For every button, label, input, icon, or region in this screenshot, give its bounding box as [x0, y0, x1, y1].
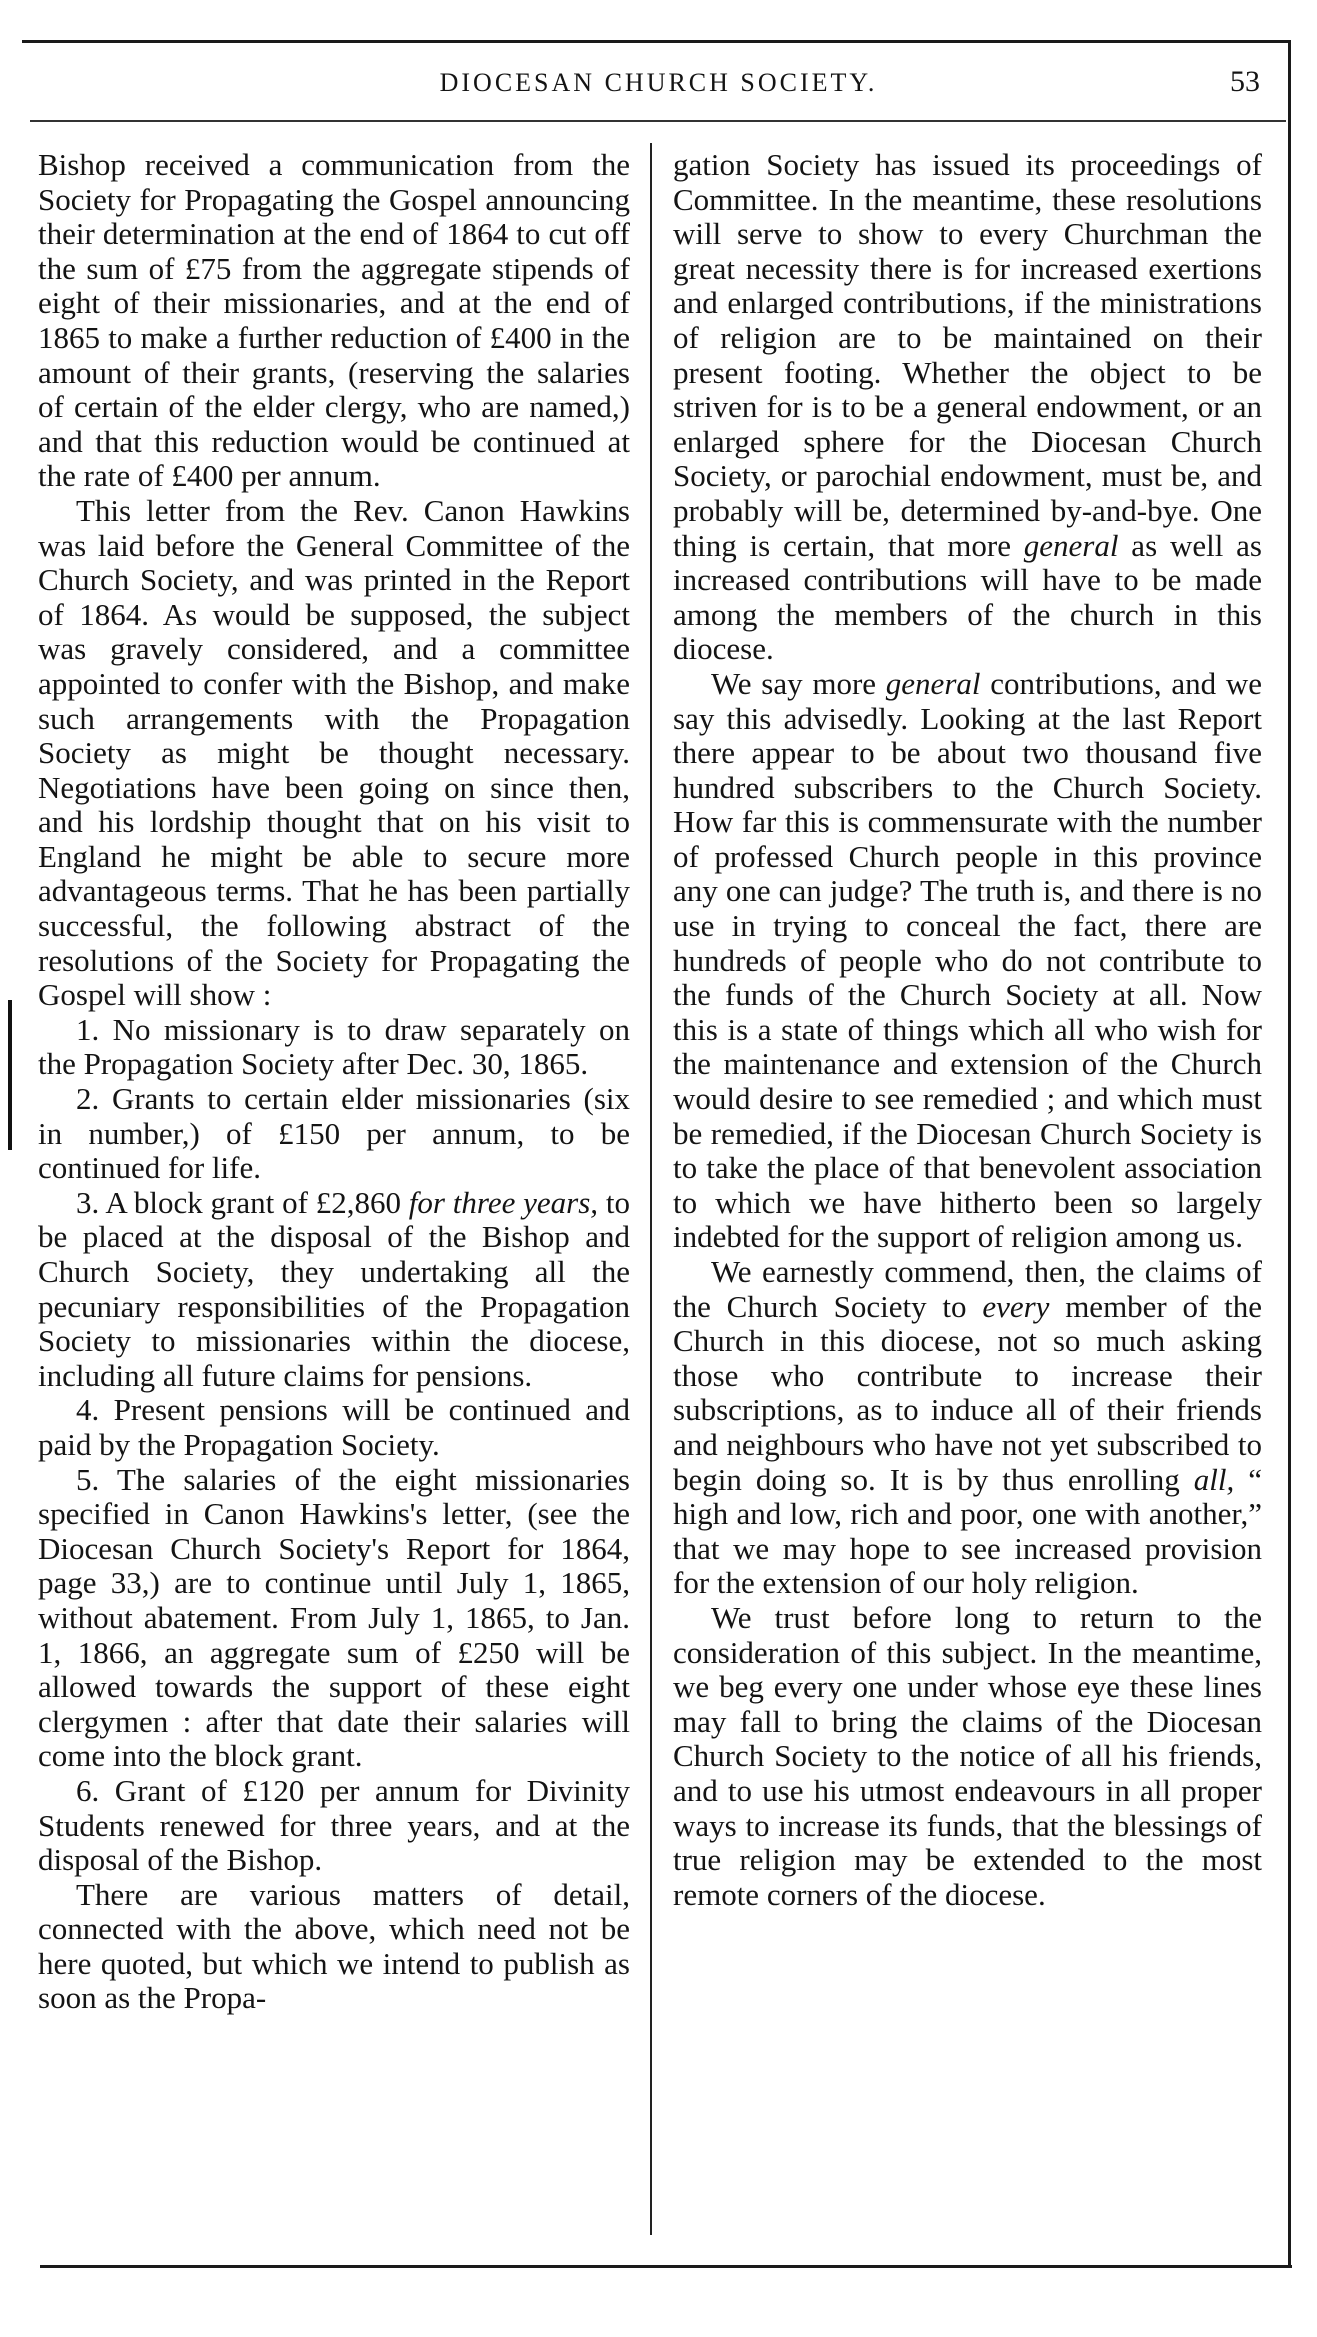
paragraph-text-b: contributions, and we say this advisedly. Looking at the last Report there appear to be about two thousand five hundred subscribers to the Church Society. How far this is commensurate with the number of professed Church people in this province any one can judge? The truth is, and there is no use in trying to conceal the fact, there are hundreds of people who do not contribute to the funds of the Church Society at all. Now this is a state of things which all who wish for the maintenance and extension of the Church would desire to see remedied ; and which must be remedied, if the Diocesan Church Society is to take the place of that benevolent association to which we have hitherto been so largely indebted for the support of religion among us. — [673, 665, 1262, 1255]
resolution-item-3-italic: for three years, — [408, 1184, 599, 1220]
bottom-border-rule — [40, 2265, 1292, 2268]
page-number: 53 — [1230, 65, 1260, 98]
resolution-item-3-text-b: to be placed at the disposal of the Bishop and Church Society, they undertaking all the pecuniary responsibilities of the Propagation Society to missionaries within the diocese, including all future claims for pensions. — [38, 1184, 630, 1393]
paragraph-continued: Bishop received a communication from the Society for Propagating the Gospel announcing their determination at the end of 1864 to cut off the sum of £75 from the aggregate stipends of eight of their missionaries, and at the end of 1865 to make a further reduction of £400 in the amount of their grants, (reserving the salaries of certain of the elder clergy, who are named,) and that this reduction would be continued at the rate of £400 per annum. — [38, 147, 630, 494]
resolution-item-3 — [38, 1186, 630, 1394]
paragraph-italic: general — [885, 665, 981, 701]
top-border-rule — [22, 40, 1290, 43]
resolution-item-3-text-a: 3. A block grant of £2,860 — [76, 1184, 409, 1220]
paragraph-text-a: We say more — [711, 665, 886, 701]
right-border-rule — [1288, 40, 1291, 2268]
header-rule — [30, 120, 1286, 122]
resolution-item-2: 2. Grants to certain elder missionaries (six in number,) of £150 per annum, to be continued for life. — [38, 1081, 630, 1186]
paragraph-text-b: member of the Church in this diocese, not so much asking those who contribute to increase their subscriptions, as to induce all of their friends and neighbours who have not yet subscribed to begin doing so. It is by thus enrolling — [673, 1288, 1262, 1497]
paragraph-italic-every: every — [982, 1288, 1050, 1324]
paragraph-canon-hawkins-letter: This letter from the Rev. Canon Hawkins was laid before the General Committee of the Church Society, and was printed in the Report of 1864. As would be supposed, the subject was gravely considered, and a committee appointed to confer with the Bishop, and make such arrangements with the Propagation Society as might be thought necessary. Negotiations have been going on since then, and his lordship thought that on his visit to England he might be able to secure more advantageous terms. That he has been partially successful, the following abstract of the resolutions of the Society for Propagating the Gospel will show : — [38, 492, 630, 1013]
margin-mark — [8, 1000, 12, 1150]
paragraph-text-a: gation Society has issued its proceedings of Committee. In the meantime, these resolutions will serve to show to every Churchman the great necessity there is for increased exertions and enlarged contributions, if the ministrations of religion are to be maintained on their present footing. Whether the object to be striven for is to be a general endowment, or an enlarged sphere for the Diocesan Church Society, or parochial endowment, must be, and probably will be, determined by-and-bye. One thing is certain, that more — [673, 147, 1262, 563]
paragraph-italic: general — [1023, 527, 1119, 563]
paragraph-text-c: “ high and low, rich and poor, one with another,” that we may hope to see increased provision for the extension of our holy religion. — [673, 1461, 1262, 1601]
resolution-item-1: 1. No missionary is to draw separately on the Propagation Society after Dec. 30, 1865. — [38, 1011, 630, 1082]
paragraph-general-contributions — [673, 667, 1262, 1255]
resolution-item-6: 6. Grant of £120 per annum for Divinity Students renewed for three years, and at the disposal of the Bishop. — [38, 1772, 630, 1878]
running-head-title: DIOCESAN CHURCH SOCIETY. — [439, 68, 878, 97]
paragraph-closing: We trust before long to return to the consideration of this subject. In the meantime, we beg every one under whose eye these lines may fall to bring the claims of the Diocesan Church Society to the notice of all his friends, and to use his utmost endeavours in all proper ways to increase its funds, that the blessings of true religion may be extended to the most remote corners of the diocese. — [673, 1599, 1262, 1912]
left-column — [38, 148, 630, 2016]
paragraph-propagation-continued — [673, 148, 1262, 667]
paragraph-details: There are various matters of detail, connected with the above, which need not be here quoted, but which we intend to publish as soon as the Propa- — [38, 1876, 630, 2016]
paragraph-text-a: We earnestly commend, then, the claims of the Church Society to — [673, 1254, 1262, 1324]
paragraph-earnest-commend — [673, 1255, 1262, 1601]
paragraph-italic-all: all, — [1193, 1461, 1235, 1497]
column-divider — [650, 143, 652, 2235]
paragraph-text-b: as well as increased contributions will have to be made among the members of the church in this diocese. — [673, 527, 1262, 667]
resolution-item-5: 5. The salaries of the eight missionaries specified in Canon Hawkins's letter, (see the Diocesan Church Society's Report for 1864, page 33,) are to continue until July 1, 1865, without abatement. From July 1, 1865, to Jan. 1, 1866, an aggregate sum of £250 will be allowed towards the support of these eight clergymen : after that date their salaries will come into the block grant. — [38, 1461, 630, 1774]
resolution-item-4: 4. Present pensions will be continued and paid by the Propagation Society. — [38, 1392, 630, 1462]
right-column — [673, 148, 1262, 1912]
